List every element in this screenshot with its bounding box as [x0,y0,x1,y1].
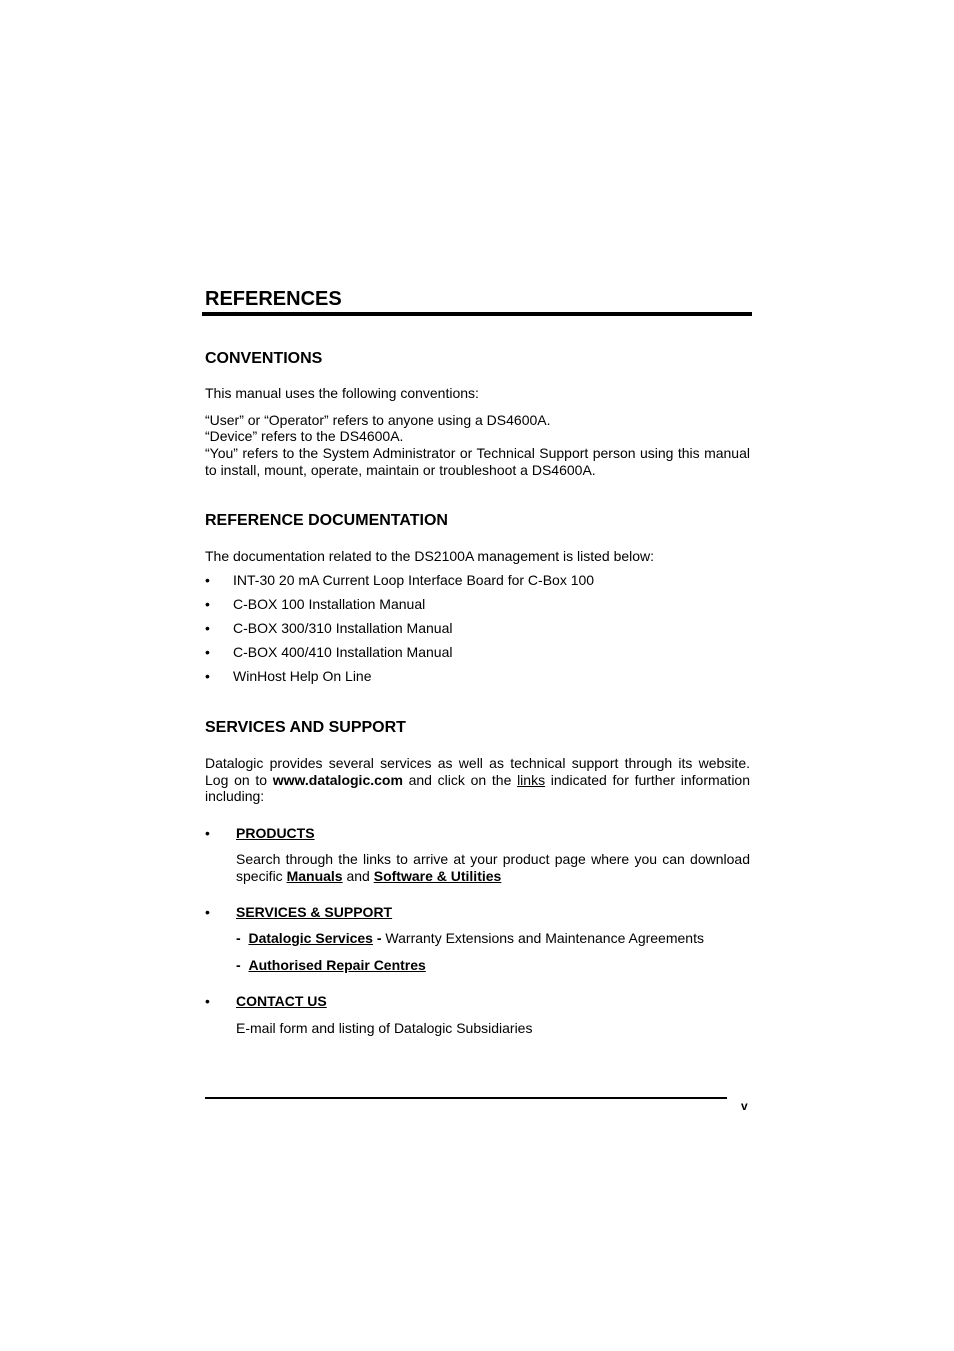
website-address: www.datalogic.com [272,771,403,788]
list-item: C-BOX 300/310 Installation Manual [233,620,453,636]
services-intro [205,755,750,805]
list-item: C-BOX 400/410 Installation Manual [233,644,453,660]
software-utilities-link[interactable]: Software & Utilities [373,867,502,884]
links-word: links [517,771,546,788]
sub-item-repair-centres [236,957,426,974]
footer-rule [205,1097,727,1099]
title-rule [202,312,752,316]
list-item: INT-30 20 mA Current Loop Interface Board for C-Box 100 [233,572,595,588]
convention-device: “Device” refers to the DS4600A. [205,428,404,444]
manuals-link[interactable]: Manuals [286,867,343,884]
datalogic-services-text: Warranty Extensions and Maintenance Agreements [385,930,704,946]
bullet-icon: • [205,596,210,612]
refdoc-intro: The documentation related to the DS2100A management is listed below: [205,548,655,564]
services-intro-text: and click on the [402,771,518,788]
services-support-link[interactable]: SERVICES & SUPPORT [236,904,393,920]
conventions-intro: This manual uses the following conventions: [205,385,479,401]
products-link[interactable]: PRODUCTS [236,825,315,841]
convention-you: “You” refers to the System Administrator or Technical Support person using this manual to install, mount, operate, maintain or troubleshoot a DS4600A. [205,445,750,478]
page-title: REFERENCES [205,288,342,310]
bullet-icon: • [205,572,210,588]
dash-glyph: - [236,957,241,973]
authorised-repair-centres-link[interactable]: Authorised Repair Centres [248,957,426,973]
list-item: C-BOX 100 Installation Manual [233,596,426,612]
list-item: WinHost Help On Line [233,668,372,684]
products-desc-text: and [342,867,374,884]
datalogic-services-link[interactable]: Datalogic Services [248,930,373,946]
contact-us-link[interactable]: CONTACT US [236,993,327,1009]
products-desc-text: Search through the links to arrive at your product page where you can download specific [236,851,750,884]
sub-item-datalogic-services [236,930,704,947]
bullet-icon: • [205,668,210,684]
contact-description: E-mail form and listing of Datalogic Subsidiaries [236,1020,533,1036]
bullet-icon: • [205,904,210,920]
bullet-icon: • [205,644,210,660]
page-number: v [741,1099,748,1113]
conventions-heading: CONVENTIONS [205,350,323,367]
services-intro-text: Datalogic provides several services as well as technical support through its website. Log on to [205,755,750,788]
bullet-icon: • [205,825,210,841]
bullet-icon: • [205,620,210,636]
separator: - [372,930,386,946]
services-heading: SERVICES AND SUPPORT [205,719,406,736]
refdoc-heading: REFERENCE DOCUMENTATION [205,512,448,529]
dash-glyph: - [236,930,241,946]
bullet-icon: • [205,993,210,1009]
services-intro-text: indicated for further information including: [205,771,751,804]
products-description [236,851,750,884]
convention-user: “User” or “Operator” refers to anyone using a DS4600A. [205,412,551,428]
